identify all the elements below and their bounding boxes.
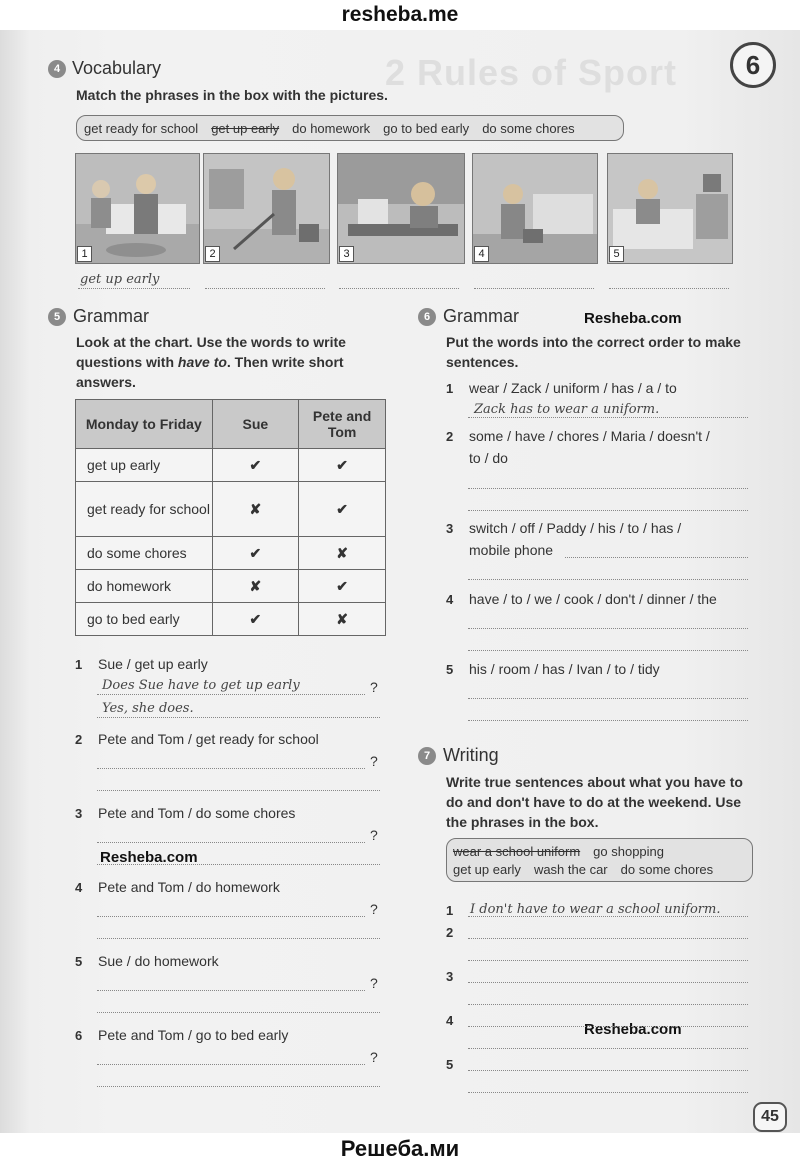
phrase-row xyxy=(453,861,752,879)
vocabulary-instruction: Match the phrases in the box with the pictures. xyxy=(76,87,388,103)
activity-cell: do homework xyxy=(76,570,213,603)
answer-line[interactable] xyxy=(97,864,380,865)
answer-line-2[interactable] xyxy=(205,288,325,289)
question-number: 3 xyxy=(75,806,83,821)
phrase-row xyxy=(453,843,752,861)
item-number: 2 xyxy=(446,925,454,940)
picture-number: 3 xyxy=(339,246,354,262)
table-row xyxy=(76,570,386,603)
sue-mark: ✔ xyxy=(212,449,299,482)
section-number-badge: 6 xyxy=(418,308,436,326)
grammar-title: Grammar xyxy=(443,306,519,326)
question-prompt: Pete and Tom / do some chores xyxy=(98,805,296,821)
pete-tom-mark: ✘ xyxy=(299,603,386,636)
question-mark: ? xyxy=(370,753,378,769)
pete-tom-mark: ✘ xyxy=(299,537,386,570)
grammar-instruction: Put the words into the correct order to make sentences. xyxy=(446,334,741,370)
pete-tom-mark: ✔ xyxy=(299,482,386,537)
sue-mark: ✘ xyxy=(212,482,299,537)
table-row xyxy=(76,603,386,636)
answer-line[interactable] xyxy=(468,698,748,699)
bedroom-wakeup-illustration xyxy=(76,154,199,263)
handwritten-answer: get up early xyxy=(80,272,160,287)
answer-line[interactable] xyxy=(468,720,748,721)
picture-5-illustration xyxy=(607,153,733,264)
picture-4-illustration xyxy=(472,153,598,264)
handwritten-short-answer: Yes, she does. xyxy=(102,701,194,716)
table-header-row xyxy=(76,400,386,449)
answer-line[interactable] xyxy=(97,1086,380,1087)
answer-line-5[interactable] xyxy=(609,288,729,289)
answer-line[interactable] xyxy=(468,916,748,917)
picture-2-illustration xyxy=(203,153,330,264)
answer-line-3[interactable] xyxy=(339,288,459,289)
instruction-text: . Then write short answers. xyxy=(76,354,344,390)
ghost-unit-title: 2 Rules of Sport xyxy=(385,52,678,93)
phrase: do some chores xyxy=(620,862,714,877)
sue-mark: ✘ xyxy=(212,570,299,603)
question-mark: ? xyxy=(370,1049,378,1065)
writing-title: Writing xyxy=(443,745,499,765)
picture-number: 1 xyxy=(77,246,92,262)
writing-phrase-box xyxy=(446,838,753,882)
question-mark: ? xyxy=(370,679,378,695)
question-mark: ? xyxy=(370,827,378,843)
picture-number: 4 xyxy=(474,246,489,262)
watermark: Resheba.com xyxy=(100,849,198,866)
table-row xyxy=(76,482,386,537)
answer-line[interactable] xyxy=(97,694,365,695)
phrase: get ready for school xyxy=(84,121,199,136)
answer-line[interactable] xyxy=(97,1012,380,1013)
answer-line[interactable] xyxy=(468,1048,748,1049)
instruction-text: Look at the chart. Use the words to write questions with xyxy=(76,334,346,370)
section-number-badge: 5 xyxy=(48,308,66,326)
question-prompt: Sue / get up early xyxy=(98,656,208,672)
answer-line[interactable] xyxy=(468,417,748,418)
picture-number: 5 xyxy=(609,246,624,262)
phrase: get up early xyxy=(453,862,521,877)
scrambled-words-cont: to / do xyxy=(469,450,508,466)
picture-number: 2 xyxy=(205,246,220,262)
column-header: Monday to Friday xyxy=(76,400,213,449)
picture-3-illustration xyxy=(337,153,465,264)
writing-instruction: Write true sentences about what you have to do and don't have to do at the weekend. Use the phrases in the box. xyxy=(446,774,743,830)
question-mark: ? xyxy=(370,901,378,917)
picture-1-illustration xyxy=(75,153,200,264)
answer-line[interactable] xyxy=(468,488,748,489)
scrambled-words: have / to / we / cook / don't / dinner / the xyxy=(469,591,717,607)
column-header: Sue xyxy=(212,400,299,449)
item-number: 5 xyxy=(446,662,454,677)
answer-line[interactable] xyxy=(468,579,748,580)
section-number-badge: 7 xyxy=(418,747,436,765)
table-row xyxy=(76,449,386,482)
item-number: 2 xyxy=(446,429,454,444)
scrambled-words: his / room / has / Ivan / to / tidy xyxy=(469,661,660,677)
answer-line[interactable] xyxy=(468,1004,748,1005)
site-footer[interactable]: Решеба.ми xyxy=(0,1133,800,1165)
sue-mark: ✔ xyxy=(212,537,299,570)
phrase-box xyxy=(76,115,624,141)
phrase: do some chores xyxy=(482,121,575,136)
scrambled-words: wear / Zack / uniform / has / a / to xyxy=(469,380,677,396)
scrambled-words: switch / off / Paddy / his / to / has / xyxy=(469,520,682,536)
chart-table xyxy=(75,399,386,636)
answer-line[interactable] xyxy=(468,1070,748,1071)
site-header[interactable]: resheba.me xyxy=(0,0,800,30)
handwritten-answer: I don't have to wear a school uniform. xyxy=(470,902,721,917)
item-number: 3 xyxy=(446,521,454,536)
question-number: 2 xyxy=(75,732,83,747)
section-number-badge: 4 xyxy=(48,60,66,78)
grammar-title: Grammar xyxy=(73,306,149,326)
activity-cell: get up early xyxy=(76,449,213,482)
question-prompt: Pete and Tom / do homework xyxy=(98,879,280,895)
column-header: Pete and Tom xyxy=(299,400,386,449)
answer-line[interactable] xyxy=(468,1092,748,1093)
table-row xyxy=(76,537,386,570)
scrambled-words-cont: mobile phone xyxy=(469,542,554,558)
question-mark: ? xyxy=(370,975,378,991)
instruction-emphasis: have to xyxy=(177,354,227,370)
question-number: 1 xyxy=(75,657,83,672)
answer-line[interactable] xyxy=(97,768,365,769)
answer-line[interactable] xyxy=(468,960,748,961)
answer-line[interactable] xyxy=(97,717,380,718)
answer-line[interactable] xyxy=(97,990,365,991)
phrase: go shopping xyxy=(593,844,665,859)
answer-line[interactable] xyxy=(97,842,365,843)
item-number: 5 xyxy=(446,1057,454,1072)
item-number: 4 xyxy=(446,1013,454,1028)
question-prompt: Pete and Tom / go to bed early xyxy=(98,1027,289,1043)
pete-tom-mark: ✔ xyxy=(299,570,386,603)
scrambled-words: some / have / chores / Maria / doesn't / xyxy=(469,428,710,444)
handwritten-answer: Zack has to wear a uniform. xyxy=(474,402,660,417)
answer-line[interactable] xyxy=(468,510,748,511)
handwritten-question: Does Sue have to get up early xyxy=(102,678,300,693)
answer-line[interactable] xyxy=(468,1026,748,1027)
watermark: Resheba.com xyxy=(584,1021,682,1038)
phrase-crossed-out: wear a school uniform xyxy=(453,844,581,859)
answer-line[interactable] xyxy=(97,790,380,791)
phrase: do homework xyxy=(292,121,371,136)
item-number: 1 xyxy=(446,381,454,396)
vacuuming-illustration xyxy=(204,154,329,263)
question-prompt: Sue / do homework xyxy=(98,953,219,969)
pete-tom-mark: ✔ xyxy=(299,449,386,482)
watermark: Resheba.com xyxy=(584,310,682,327)
vocabulary-title: Vocabulary xyxy=(72,58,162,78)
answer-line[interactable] xyxy=(468,650,748,651)
phrase-crossed-out: get up early xyxy=(211,121,280,136)
sue-mark: ✔ xyxy=(212,603,299,636)
tidying-room-illustration xyxy=(473,154,597,263)
answer-line-1[interactable] xyxy=(78,288,190,289)
item-number: 4 xyxy=(446,592,454,607)
answer-line-4[interactable] xyxy=(474,288,594,289)
page-number: 45 xyxy=(753,1102,787,1132)
phrase: wash the car xyxy=(533,862,608,877)
question-number: 4 xyxy=(75,880,83,895)
answer-line[interactable] xyxy=(468,982,748,983)
answer-line[interactable] xyxy=(565,557,748,558)
activity-cell: go to bed early xyxy=(76,603,213,636)
answer-line[interactable] xyxy=(97,938,380,939)
phrase: go to bed early xyxy=(383,121,470,136)
question-prompt: Pete and Tom / get ready for school xyxy=(98,731,319,747)
answer-line[interactable] xyxy=(97,1064,365,1065)
going-to-bed-illustration xyxy=(608,154,732,263)
answer-line[interactable] xyxy=(468,938,748,939)
item-number: 1 xyxy=(446,903,454,918)
activity-cell: get ready for school xyxy=(76,482,213,537)
item-number: 3 xyxy=(446,969,454,984)
activity-cell: do some chores xyxy=(76,537,213,570)
question-number: 6 xyxy=(75,1028,83,1043)
unit-badge: 6 xyxy=(730,42,776,88)
homework-desk-illustration xyxy=(338,154,464,263)
answer-line[interactable] xyxy=(468,628,748,629)
question-number: 5 xyxy=(75,954,83,969)
answer-line[interactable] xyxy=(97,916,365,917)
grammar-instruction xyxy=(76,332,381,392)
